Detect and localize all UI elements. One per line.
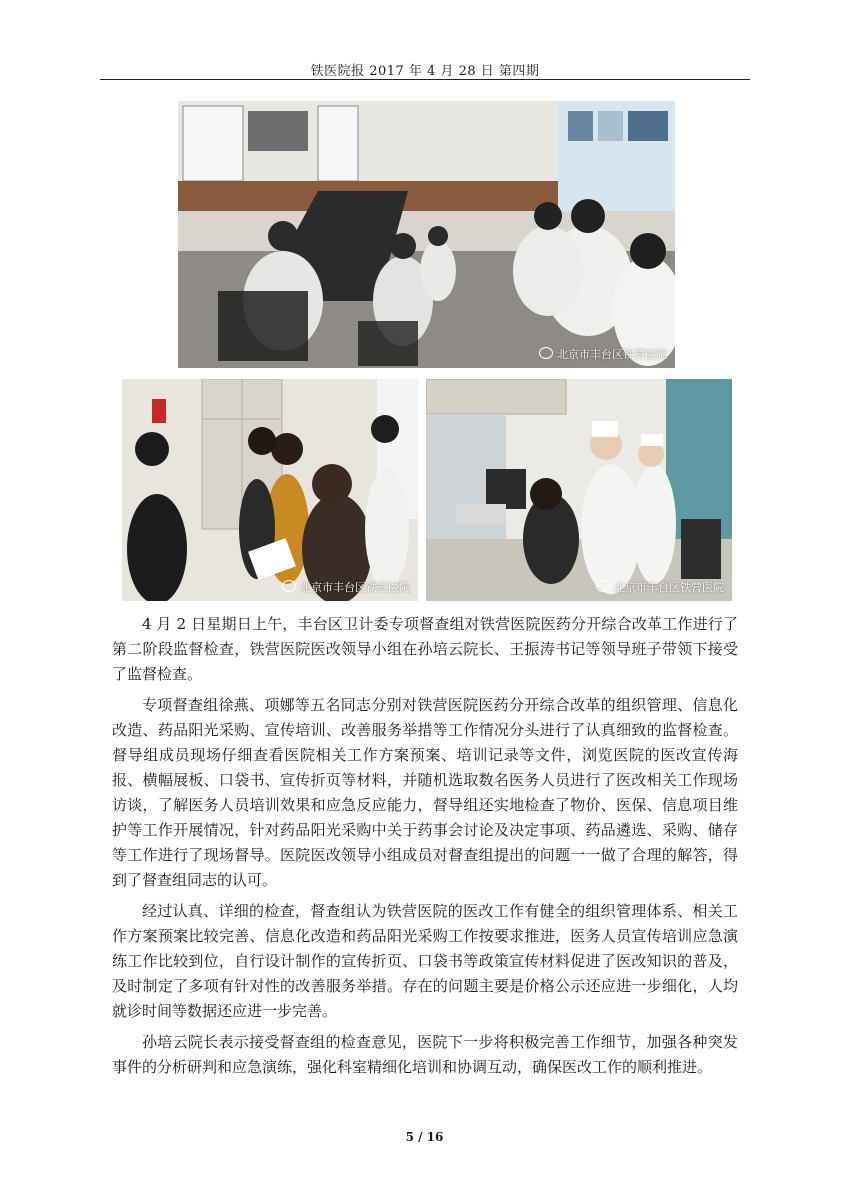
article-paragraph: 孙培云院长表示接受督查组的检查意见，医院下一步将积极完善工作细节，加强各种突发事件的分析研判和应急演练，强化科室精细化培训和协调互动，确保医改工作的顺利推进。 — [112, 1033, 738, 1076]
article-paragraph: 经过认真、详细的检查，督查组认为铁营医院的医改工作有健全的组织管理体系、相关工作方案预案比较完善、信息化改造和药品阳光采购工作按要求推进，医务人员宣传培训应急演练工作比较到位，自行设计制作的宣传折页、口袋书等政策宣传材料促进了医改知识的普及，及时制定了多项有针对性的改善服务举措。存在的问题主要是价格公示还应进一步细化，人均就诊时间等数据还应进一步完善。 — [112, 902, 738, 1020]
meeting-room-photo — [178, 101, 675, 368]
inspection-office-photo — [122, 379, 418, 601]
article-paragraph: 专项督查组徐燕、项娜等五名同志分别对铁营医院医药分开综合改革的组织管理、信息化改造、药品阳光采购、宣传培训、改善服务举措等工作情况分头进行了认真细致的监督检查。督导组成员现场仔细查看医院相关工作方案预案、培训记录等文件，浏览医院的医改宣传海报、横幅展板、口袋书、宣传折页等材料，并随机选取数名医务人员进行了医改相关工作现场访谈，了解医务人员培训效果和应急反应能力，督导组还实地检查了物价、医保、信息项目维护等工作开展情况，针对药品阳光采购中关于药事会讨论及决定事项、药品遴选、采购、储存等工作进行了现场督导。医院医改领导小组成员对督查组提出的问题一一做了合理的解答，得到了督查组同志的认可。 — [112, 696, 738, 889]
wechat-icon — [282, 580, 296, 592]
watermark-text: 北京市丰台区铁营医院 — [557, 348, 667, 361]
photo-watermark — [596, 579, 724, 595]
header-divider — [100, 79, 750, 80]
inspection-office-illustration — [122, 379, 418, 601]
article-body — [112, 612, 738, 1086]
photo-watermark — [282, 579, 410, 595]
watermark-text: 北京市丰台区铁营医院 — [614, 581, 724, 594]
article-paragraph: 4 月 2 日星期日上午，丰台区卫计委专项督查组对铁营医院医药分开综合改革工作进行了第二阶段监督检查，铁营医院医改领导小组在孙培云院长、王振涛书记等领导班子带领下接受了监督检查。 — [112, 615, 738, 683]
wechat-icon — [539, 347, 553, 359]
nurse-station-photo — [426, 379, 732, 601]
page-number: 5 / 16 — [405, 1130, 444, 1144]
nurse-station-illustration — [426, 379, 732, 601]
wechat-icon — [596, 580, 610, 592]
watermark-text: 北京市丰台区铁营医院 — [300, 581, 410, 594]
newspaper-header: 铁医院报 2017 年 4 月 28 日 第四期 — [310, 64, 540, 79]
photo-watermark — [539, 346, 667, 362]
meeting-room-illustration — [178, 101, 675, 368]
